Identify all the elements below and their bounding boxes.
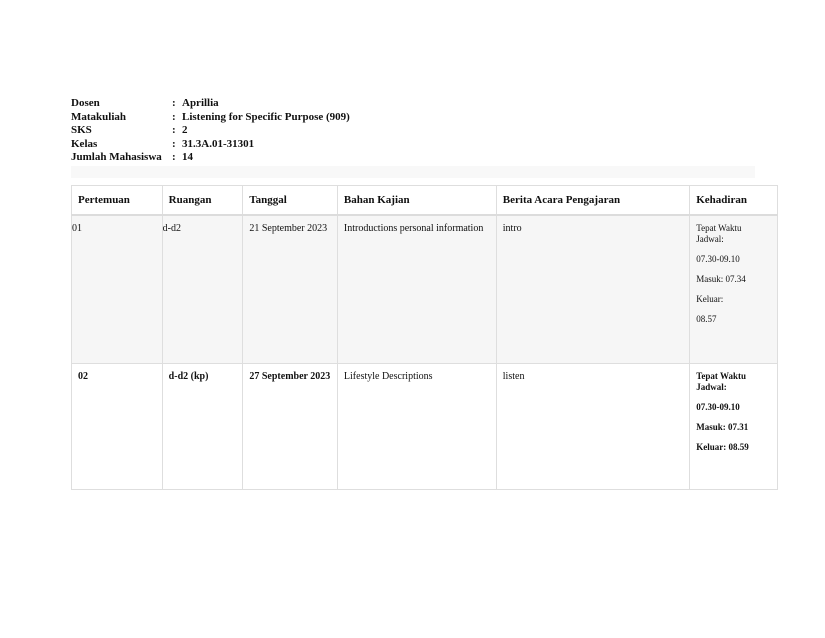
jumlah-row	[71, 151, 350, 165]
table-row	[72, 364, 778, 490]
attendance-keluar: Keluar: 08.59	[696, 442, 749, 452]
kelas-row	[71, 138, 350, 152]
attendance-schedule: 07.30-09.10	[696, 402, 740, 412]
kelas-value: 31.3A.01-31301	[182, 137, 255, 150]
kelas-label: Kelas	[71, 137, 98, 150]
cell-tanggal: 21 September 2023	[243, 215, 338, 364]
header-pertemuan: Pertemuan	[72, 186, 163, 216]
jumlah-value: 14	[182, 151, 193, 163]
cell-ruangan: d-d2 (kp)	[162, 364, 243, 490]
attendance-keluar: 08.57	[696, 314, 717, 324]
attendance-status: Tepat Waktu Jadwal:	[696, 371, 747, 392]
sks-value: 2	[182, 124, 188, 136]
cell-ruangan: d-d2	[162, 215, 243, 364]
jumlah-label: Jumlah Mahasiswa	[71, 151, 162, 163]
cell-berita-acara: listen	[496, 364, 689, 490]
table-row	[72, 215, 778, 364]
divider-band	[71, 166, 755, 178]
colon: :	[172, 137, 176, 150]
colon: :	[172, 124, 176, 136]
attendance-keluar-label: Keluar:	[696, 294, 724, 304]
attendance-table	[71, 185, 778, 490]
dosen-value: Aprillia	[182, 97, 219, 109]
cell-tanggal: 27 September 2023	[243, 364, 338, 490]
sks-label: SKS	[71, 124, 92, 136]
attendance-masuk: Masuk: 07.34	[696, 274, 746, 284]
sks-row	[71, 124, 350, 138]
cell-bahan-kajian: Introductions personal information	[337, 215, 496, 364]
matakuliah-label: Matakuliah	[71, 110, 127, 123]
colon: :	[172, 151, 176, 163]
cell-kehadiran	[690, 215, 778, 364]
matakuliah-row	[71, 111, 350, 125]
cell-kehadiran	[690, 364, 778, 490]
attendance-status: Tepat Waktu Jadwal:	[696, 223, 742, 244]
header-tanggal: Tanggal	[243, 186, 338, 216]
header-bahan-kajian: Bahan Kajian	[337, 186, 496, 216]
colon: :	[172, 97, 176, 109]
matakuliah-value: Listening for Specific Purpose (909)	[182, 110, 350, 123]
attendance-masuk: Masuk: 07.31	[696, 422, 749, 432]
cell-pertemuan: 01	[72, 215, 163, 364]
colon: :	[172, 110, 176, 123]
cell-bahan-kajian: Lifestyle Descriptions	[337, 364, 496, 490]
cell-pertemuan: 02	[72, 364, 163, 490]
cell-berita-acara: intro	[496, 215, 689, 364]
course-info	[71, 97, 350, 165]
table-header-row	[72, 186, 778, 216]
dosen-label: Dosen	[71, 97, 100, 109]
header-berita-acara: Berita Acara Pengajaran	[496, 186, 689, 216]
dosen-row	[71, 97, 350, 111]
attendance-schedule: 07.30-09.10	[696, 254, 740, 264]
header-kehadiran: Kehadiran	[690, 186, 778, 216]
header-ruangan: Ruangan	[162, 186, 243, 216]
